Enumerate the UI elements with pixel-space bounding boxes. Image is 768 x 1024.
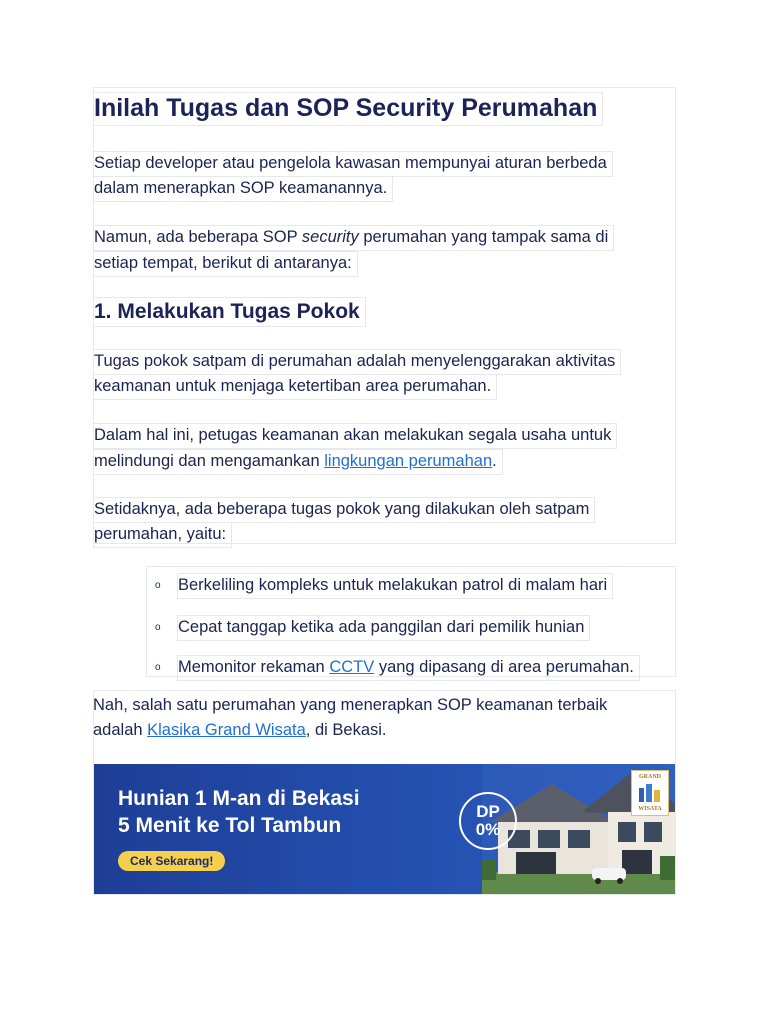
logo-text-top: GRAND — [639, 774, 661, 780]
paragraph-2-line-1 — [93, 225, 614, 251]
logo-text-bottom: WISATA — [638, 806, 662, 812]
list-item: Berkeliling kompleks untuk melakukan patrol di malam hari — [177, 573, 613, 599]
paragraph-4-line-2 — [93, 449, 503, 475]
dp-badge — [459, 792, 517, 850]
paragraph-5-line-1: Setidaknya, ada beberapa tugas pokok yang dilakukan oleh satpam — [93, 497, 595, 523]
section-title: 1. Melakukan Tugas Pokok — [93, 297, 366, 327]
paragraph-3-line-2: keamanan untuk menjaga ketertiban area perumahan. — [93, 374, 497, 400]
page-title: Inilah Tugas dan SOP Security Perumahan — [93, 92, 603, 126]
bullet-icon: o — [155, 580, 161, 591]
p4-text-post: . — [492, 452, 497, 470]
bullet-icon: o — [155, 622, 161, 633]
paragraph-5-line-2: perumahan, yaitu: — [93, 522, 232, 548]
link-klasika-grand-wisata[interactable]: Klasika Grand Wisata — [147, 721, 306, 739]
list-item-3-post: yang dipasang di area perumahan. — [374, 658, 634, 676]
link-lingkungan-perumahan[interactable]: lingkungan perumahan — [324, 452, 493, 470]
paragraph-6-line-1: Nah, salah satu perumahan yang menerapkan SOP keamanan terbaik — [93, 696, 608, 714]
dp-badge-label: DP — [476, 802, 500, 821]
link-cctv[interactable]: CCTV — [329, 658, 375, 676]
bullet-icon: o — [155, 662, 161, 673]
p6-text-post: , di Bekasi. — [305, 721, 387, 739]
intro-line-2: dalam menerapkan SOP keamanannya. — [93, 176, 393, 202]
paragraph-4-line-1: Dalam hal ini, petugas keamanan akan melakukan segala usaha untuk — [93, 423, 617, 449]
p4-text-pre: melindungi dan mengamankan — [94, 452, 325, 470]
building-icon — [632, 782, 668, 804]
paragraph-2-line-2: setiap tempat, berikut di antaranya: — [93, 251, 358, 277]
list-item — [177, 655, 640, 681]
p6-text-pre: adalah — [93, 721, 148, 739]
paragraph-3-line-1: Tugas pokok satpam di perumahan adalah menyelenggarakan aktivitas — [93, 349, 621, 375]
p2-text-pre: Namun, ada beberapa SOP — [94, 228, 302, 246]
dp-badge-value: 0% — [475, 820, 501, 839]
p2-emphasis: security — [301, 228, 359, 246]
cek-sekarang-button[interactable]: Cek Sekarang! — [118, 851, 225, 871]
list-item-3-pre: Memonitor rekaman — [178, 658, 330, 676]
paragraph-6-line-2 — [93, 722, 387, 739]
intro-line-1: Setiap developer atau pengelola kawasan mempunyai aturan berbeda — [93, 151, 613, 177]
list-item: Cepat tanggap ketika ada panggilan dari pemilik hunian — [177, 615, 590, 641]
banner-subheadline: 5 Menit ke Tol Tambun — [118, 814, 342, 837]
promo-banner[interactable] — [94, 764, 675, 894]
banner-headline: Hunian 1 M-an di Bekasi — [118, 787, 360, 810]
grand-wisata-logo — [631, 770, 669, 816]
p2-text-post: perumahan yang tampak sama di — [358, 228, 609, 246]
